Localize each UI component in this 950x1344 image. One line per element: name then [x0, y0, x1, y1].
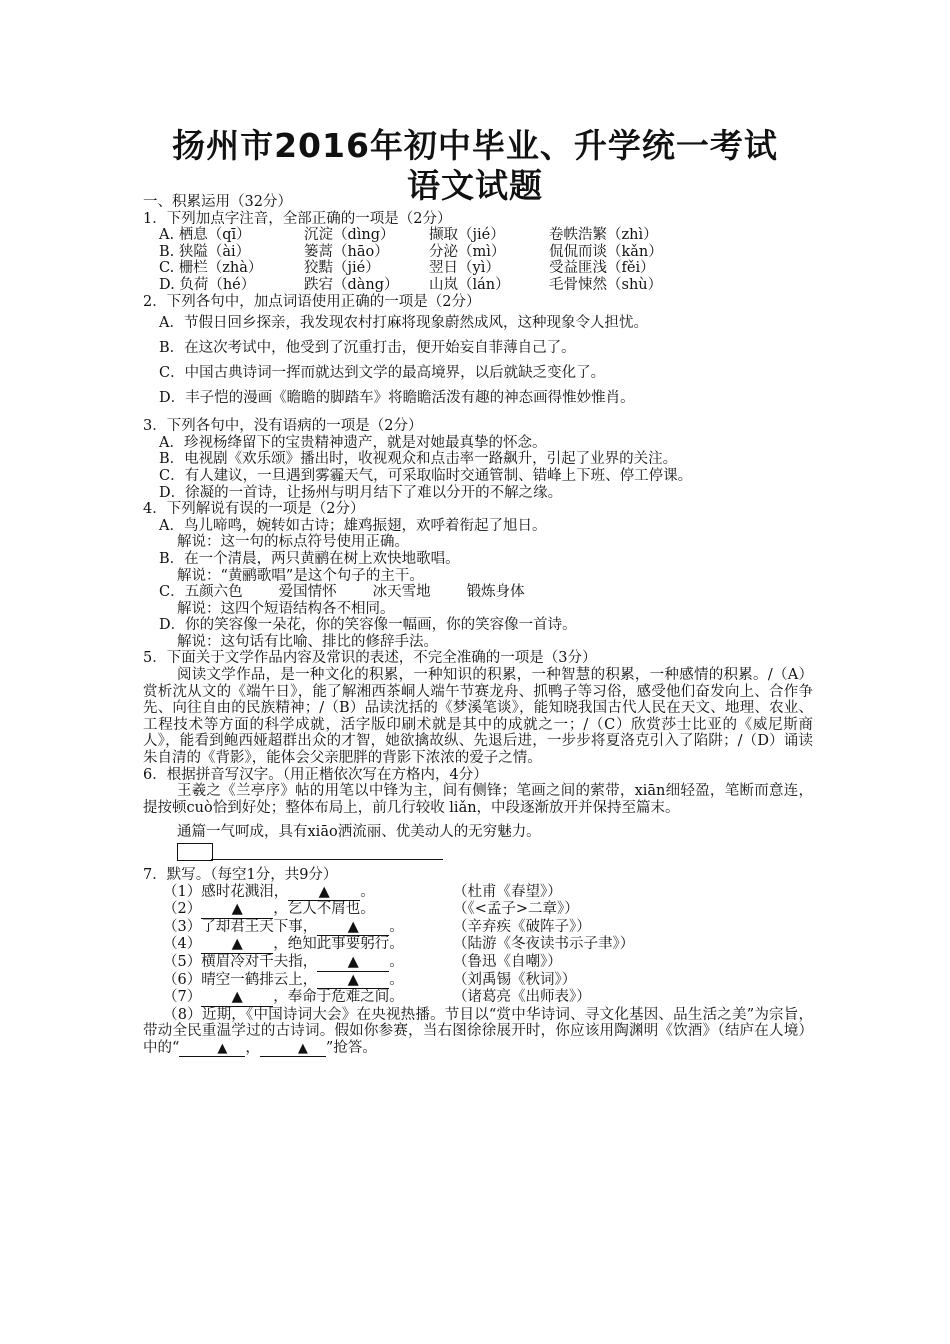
answer-blank[interactable]: ▲: [179, 1042, 245, 1057]
question-4-note: 解说：这一句的标点符号使用正确。: [177, 534, 409, 551]
phrase: C．五颜六色: [159, 584, 243, 601]
question-2-option: B．在这次考试中，他受到了沉重打击，便开始妄自菲薄自己了。: [159, 340, 576, 357]
question-4-option: A．鸟儿啼鸣，婉转如古诗；雄鸡振翅，欢呼着衔起了旭日。: [159, 517, 547, 534]
option-cell: 侃侃而谈（kǎn）: [549, 243, 663, 260]
answer-blank[interactable]: ▲: [201, 901, 273, 919]
dictation-line: （5）横眉冷对千夫指， ▲ 。 （鲁迅《自嘲》）: [143, 954, 813, 972]
option-cell: 狡黠（jié）: [304, 260, 380, 277]
source: （陆游《冬夜读书示子聿》）: [453, 936, 635, 953]
question-4-option: [143, 584, 813, 601]
phrase: 爱国情怀: [278, 584, 337, 601]
option-cell: 山岚（lán）: [429, 276, 510, 293]
question-2-stem: 2．下列各句中，加点词语使用正确的一项是（2分）: [143, 293, 481, 310]
source: （刘禹锡《秋词》）: [453, 971, 577, 988]
question-3-option: D．徐凝的一首诗，让扬州与明月结下了难以分开的不解之缘。: [159, 484, 563, 501]
exam-subtitle: 语文试题: [407, 166, 543, 205]
answer-blank[interactable]: ▲: [201, 989, 273, 1007]
option-cell: 翌日（yì）: [429, 260, 500, 277]
question-3-stem: 3．下列各句中，没有语病的一项是（2分）: [143, 418, 423, 435]
option-cell: 卷帙浩繁（zhì）: [549, 227, 658, 244]
dictation-line: （6）晴空一鹤排云上， ▲ 。 （刘禹锡《秋词》）: [143, 972, 813, 990]
dictation-line: （7） ▲ ，奉命于危难之间。 （诸葛亮《出师表》）: [143, 989, 813, 1007]
answer-blank[interactable]: ▲: [317, 919, 389, 937]
question-4-stem: 4．下列解说有误的一项是（2分）: [143, 501, 365, 518]
answer-blank[interactable]: ▲: [288, 884, 360, 902]
option-cell: 撷取（jié）: [429, 227, 505, 244]
option-cell: C. 栅栏（zhà）: [159, 260, 263, 277]
source: （辛弃疾《破阵子》）: [453, 918, 591, 935]
answer-line: [211, 859, 443, 860]
option-cell: 篓蒿（hāo）: [304, 243, 389, 260]
dictation-line: （3）了却君王天下事， ▲ 。 （辛弃疾《破阵子》）: [143, 919, 813, 937]
question-2-option: A．节假日回乡探亲，我发现农村打麻将现象蔚然成风，这种现象令人担忧。: [159, 315, 648, 332]
source: （鲁迅《自嘲》）: [453, 953, 562, 970]
option-cell: B. 狭隘（ài）: [159, 243, 251, 260]
question-4-option: B．在一个清晨，两只黄鹂在树上欢快地歌唱。: [159, 550, 460, 567]
question-5-stem: 5．下面关于文学作品内容及常识的表述，不完全准确的一项是（3分）: [143, 650, 597, 667]
question-4-note: 解说：这句话有比喻、排比的修辞手法。: [177, 633, 438, 650]
question-1-options: [143, 227, 813, 293]
option-cell: 分泌（mì）: [429, 243, 506, 260]
question-4-note: 解说：这四个短语结构各不相同。: [177, 600, 395, 617]
option-cell: 受益匪浅（fěi）: [549, 260, 655, 277]
question-6-passage: 王羲之《兰亭序》帖的用笔以中锋为主，间有侧锋；笔画之间的萦带，xiān细轻盈，笔断而意连，提按顿cuò恰到好处；整体布局上，前几行较收 liǎn，中段逐渐放开并保持至篇末。: [143, 783, 813, 816]
question-3-option: B．电视剧《欢乐颂》播出时，收视观众和点击率一路飙升，引起了业界的关注。: [159, 451, 678, 468]
answer-blank[interactable]: ▲: [317, 954, 389, 972]
question-4-note: 解说：“黄鹂歌唱”是这个句子的主干。: [177, 567, 424, 584]
option-cell: 毛骨悚然（shù）: [549, 276, 663, 293]
source: （杜甫《春望》）: [453, 883, 562, 900]
question-3-option: C．有人建议，一旦遇到雾霾天气，可采取临时交通管制、错峰上下班、停工停课。: [159, 467, 693, 484]
phrase: 冰天雪地: [372, 584, 431, 601]
answer-blank[interactable]: ▲: [201, 936, 273, 954]
question-2-option: D．丰子恺的漫画《瞻瞻的脚踏车》将瞻瞻活泼有趣的神态画得惟妙惟肖。: [159, 390, 635, 407]
exam-title: 扬州市2016年初中毕业、升学统一考试: [172, 126, 778, 165]
question-2-option: C．中国古典诗词一挥而就达到文学的最高境界，以后就缺乏变化了。: [159, 365, 606, 382]
phrase: 锻炼身体: [466, 584, 525, 601]
question-7-stem: 7．默写。（每空1分，共9分）: [143, 867, 338, 883]
answer-grid[interactable]: [143, 841, 813, 863]
source: （《<孟子>二章》）: [453, 901, 579, 918]
option-cell: D. 负荷（hé）: [159, 276, 256, 293]
section-heading: 一、积累运用（32分）: [143, 194, 292, 210]
option-cell: 跌宕（dàng）: [304, 276, 399, 293]
question-5-passage: 阅读文学作品，是一种文化的积累，一种知识的积累，一种智慧的积累，一种感情的积累。/（A）赏析沈从文的《端午日》，能了解湘西茶峒人端午节赛龙舟、抓鸭子等习俗，感受他们奋发向上、合作争先、向往自由的民族精神；/（B）品读沈括的《梦溪笔谈》，能知晓我国古代人民在天文、地理、农业、工程技术等方面的科学成就，活字版印刷术就是其中的成就之一；/（C）欣赏莎士比亚的《威尼斯商人》，能看到鲍西娅超群出众的才智，她欲擒故纵、先退后进，一步步将夏洛克引入了陷阱；/（D）诵读朱自清的《背影》，能体会父亲肥胖的背影下浓浓的爱子之情。: [143, 667, 813, 767]
dictation-line: （1）感时花溅泪， ▲ 。 （杜甫《春望》）: [143, 884, 813, 902]
option-cell: A. 栖息（qī）: [159, 227, 251, 244]
question-3-option: A．珍视杨绛留下的宝贵精神遗产，就是对她最真挚的怀念。: [159, 434, 547, 451]
question-6-stem: 6．根据拼音写汉字。（用正楷依次写在方格内，4分）: [143, 766, 488, 783]
answer-box[interactable]: [177, 843, 213, 861]
question-1-stem: 1．下列加点字注音，全部正确的一项是（2分）: [143, 210, 452, 227]
question-6-passage-end: 通篇一气呵成，具有xiāo洒流丽、优美动人的无穷魅力。: [177, 824, 541, 841]
answer-blank[interactable]: ▲: [317, 972, 389, 990]
dictation-line: （2） ▲ ，乞人不屑也。 （《<孟子>二章》）: [143, 901, 813, 919]
exam-body: [143, 194, 813, 1057]
answer-blank[interactable]: ▲: [260, 1042, 326, 1057]
question-4-option: D．你的笑容像一朵花，你的笑容像一幅画，你的笑容像一首诗。: [159, 617, 577, 634]
source: （诸葛亮《出师表》）: [453, 989, 591, 1006]
dictation-item-8: （8）近期，《中国诗词大会》在央视热播。节目以“赏中华诗词、寻文化基因、品生活之美”为宗旨，带动全民重温学过的古诗词。假如你参赛，当右图徐徐展开时，你应该用陶渊明《饮酒》（结庐在人境）中的“ ▲ ， ▲ ”抢答。: [143, 1006, 813, 1056]
option-cell: 沉淀（dìng）: [304, 227, 395, 244]
dictation-line: （4） ▲ ，绝知此事要躬行。 （陆游《冬夜读书示子聿》）: [143, 936, 813, 954]
